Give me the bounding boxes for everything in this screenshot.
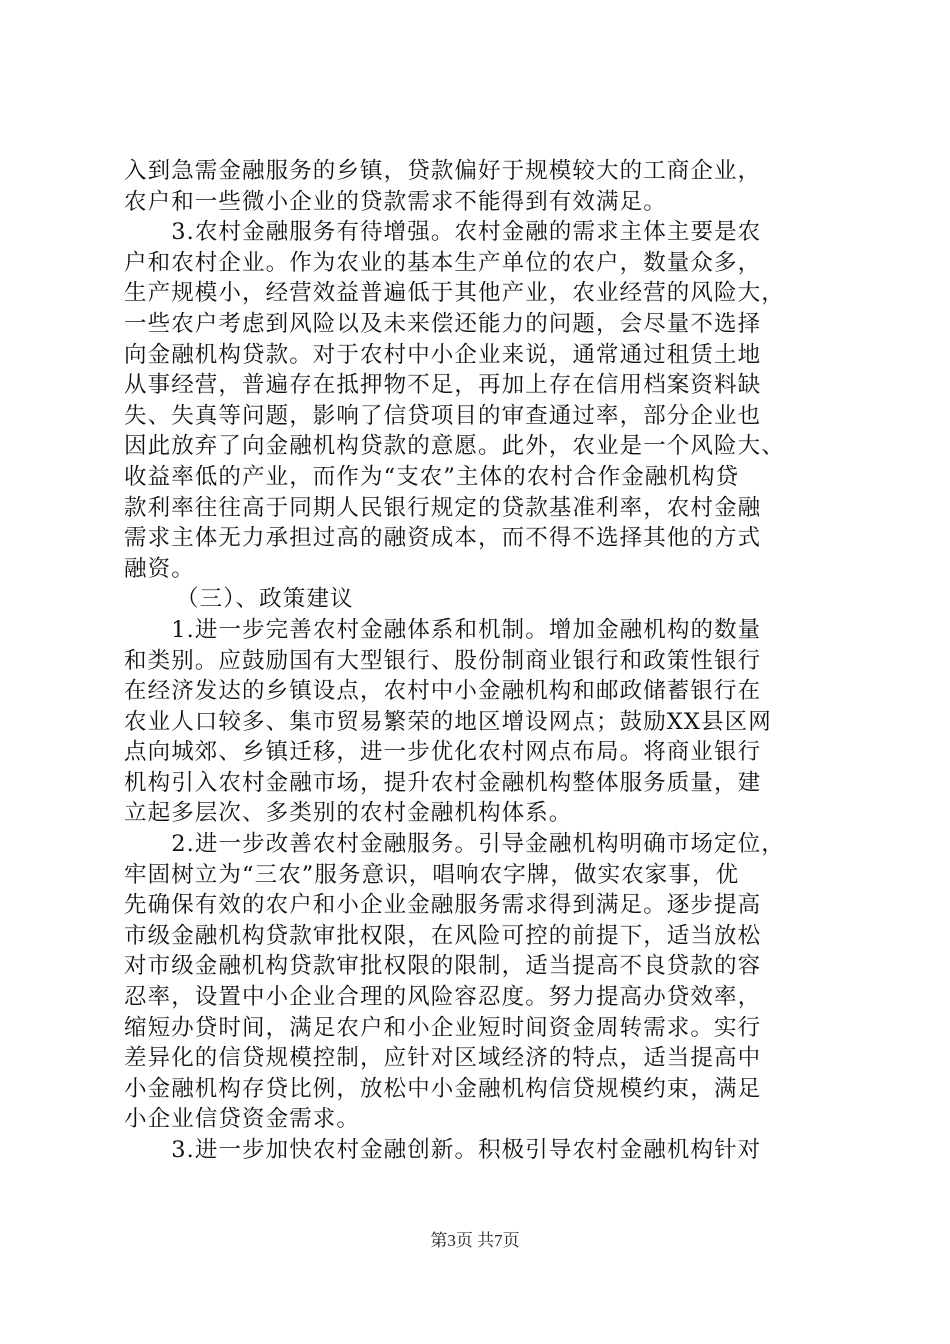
- text-line: 需求主体无力承担过高的融资成本，而不得不选择其他的方式: [124, 525, 762, 552]
- paragraph-finance-system: [124, 615, 836, 829]
- text-line: 点向城郊、乡镇迁移，进一步优化农村网点布局。将商业银行: [124, 739, 762, 766]
- text-line: 因此放弃了向金融机构贷款的意愿。此外，农业是一个风险大、: [124, 433, 785, 460]
- text-line: 1.进一步完善农村金融体系和机制。增加金融机构的数量: [124, 616, 762, 643]
- document-body: [124, 156, 836, 1166]
- text-line: 3.进一步加快农村金融创新。积极引导农村金融机构针对: [124, 1137, 762, 1163]
- text-line: 3.农村金融服务有待增强。农村金融的需求主体主要是农: [124, 219, 762, 246]
- text-line: 缩短办贷时间，满足农户和小企业短时间资金周转需求。实行: [124, 1014, 762, 1041]
- page-number: 第3页 共7页: [430, 1231, 520, 1250]
- text-line: 农户和一些微小企业的贷款需求不能得到有效满足。: [124, 188, 667, 215]
- text-line: 和类别。应鼓励国有大型银行、股份制商业银行和政策性银行: [124, 647, 762, 674]
- text-line: 从事经营，普遍存在抵押物不足，再加上存在信用档案资料缺: [124, 372, 762, 399]
- text-line: 在经济发达的乡镇设点，农村中小金融机构和邮政储蓄银行在: [124, 678, 762, 705]
- text-line: 融资。: [124, 555, 195, 582]
- text-line: 失、失真等问题，影响了信贷项目的审查通过率，部分企业也: [124, 402, 762, 429]
- text-line: 农业人口较多、集市贸易繁荣的地区增设网点；鼓励XX县区网: [124, 708, 772, 735]
- text-line: 一些农户考虑到风险以及未来偿还能力的问题，会尽量不选择: [124, 310, 762, 337]
- text-line: 户和农村企业。作为农业的基本生产单位的农户，数量众多，: [124, 249, 762, 276]
- text-line: 小企业信贷资金需求。: [124, 1106, 361, 1133]
- text-line: 市级金融机构贷款审批权限，在风险可控的前提下，适当放松: [124, 922, 762, 949]
- text-line: 收益率低的产业，而作为“支农”主体的农村合作金融机构贷: [124, 463, 740, 490]
- text-line: 向金融机构贷款。对于农村中小企业来说，通常通过租赁土地: [124, 341, 762, 368]
- section-heading-text: （三）、政策建议: [176, 586, 354, 613]
- text-line: 入到急需金融服务的乡镇，贷款偏好于规模较大的工商企业，: [124, 158, 762, 184]
- paragraph-finance-innovation: [124, 1135, 836, 1166]
- paragraph-continuation: [124, 156, 836, 217]
- page-footer: [0, 1226, 950, 1251]
- text-line: 忍率，设置中小企业合理的风险容忍度。努力提高办贷效率，: [124, 984, 762, 1011]
- text-line: 差异化的信贷规模控制，应针对区域经济的特点，适当提高中: [124, 1045, 762, 1072]
- text-line: 生产规模小，经营效益普遍低于其他产业，农业经营的风险大，: [124, 280, 785, 307]
- text-line: 立起多层次、多类别的农村金融机构体系。: [124, 800, 573, 827]
- text-line: 先确保有效的农户和小企业金融服务需求得到满足。逐步提高: [124, 892, 762, 919]
- text-line: 牢固树立为“三农”服务意识，唱响农字牌，做实农家事，优: [124, 861, 740, 888]
- paragraph-rural-finance-service: [124, 217, 836, 584]
- paragraph-finance-service-improve: [124, 829, 836, 1135]
- text-line: 款利率往往高于同期人民银行规定的贷款基准利率，农村金融: [124, 494, 762, 521]
- text-line: 2.进一步改善农村金融服务。引导金融机构明确市场定位，: [124, 831, 785, 858]
- section-heading: [124, 584, 836, 615]
- text-line: 对市级金融机构贷款审批权限的限制，适当提高不良贷款的容: [124, 953, 762, 980]
- text-line: 机构引入农村金融市场，提升农村金融机构整体服务质量，建: [124, 769, 762, 796]
- text-line: 小金融机构存贷比例，放松中小金融机构信贷规模约束，满足: [124, 1075, 762, 1102]
